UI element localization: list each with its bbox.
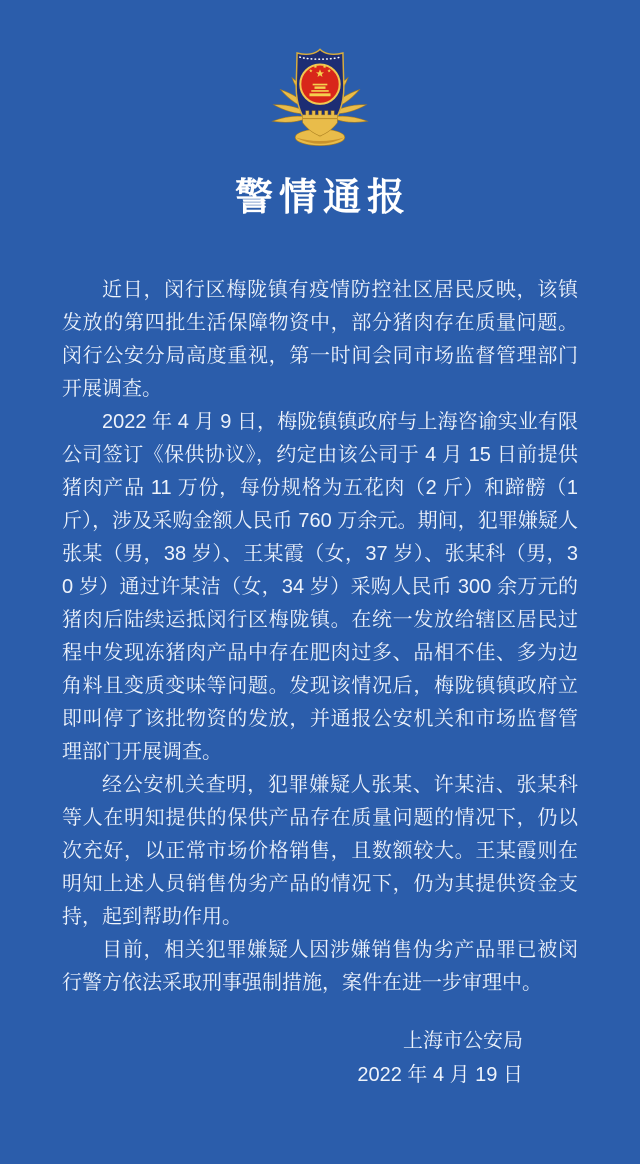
signature-date: 2022 年 4 月 19 日: [357, 1064, 523, 1086]
notice-paragraph: 近日，闵行区梅陇镇有疫情防控社区居民反映，该镇发放的第四批生活保障物资中，部分猪肉存在质量问题。闵行公安分局高度重视，第一时间会同市场监督管理部门开展调查。: [62, 279, 578, 400]
notice-paragraph: 目前，相关犯罪嫌疑人因涉嫌销售伪劣产品罪已被闵行警方依法采取刑事强制措施，案件在进一步审理中。: [62, 939, 578, 994]
emblem-container: [0, 0, 640, 150]
notice-body: [62, 274, 578, 1000]
notice-paragraph: 2022 年 4 月 9 日，梅陇镇镇政府与上海咨谕实业有限公司签订《保供协议》，约定由该公司于 4 月 15 日前提供猪肉产品 11 万份，每份规格为五花肉（2 斤）和蹄髈（1 斤），涉及采购金额人民币 760 万余元。期间，犯罪嫌疑人张某（男，38 岁）、王某霞（女，37 岁）、张某科（男，30 岁）通过许某洁（女，34 岁）采购人民币 300 余万元的猪肉后陆续运抵闵行区梅陇镇。在统一发放给辖区居民过程中发现冻猪肉产品中存在肥肉过多、品相不佳、多为边角料且变质变味等问题。发现该情况后，梅陇镇镇政府立即叫停了该批物资的发放，并通报公安机关和市场监督管理部门开展调查。: [62, 411, 578, 763]
signature-agency: 上海市公安局: [403, 1030, 523, 1052]
badge-national-emblem: [300, 64, 339, 103]
notice-paragraph: 经公安机关查明，犯罪嫌疑人张某、许某洁、张某科等人在明知提供的保供产品存在质量问题的情况下，仍以次充好，以正常市场价格销售，且数额较大。王某霞则在明知上述人员销售伪劣产品的情况下，仍为其提供资金支持，起到帮助作用。: [62, 774, 578, 928]
signature-block: [0, 1024, 640, 1092]
police-badge-icon: [265, 44, 375, 150]
notice-title: 警情通报: [234, 177, 411, 219]
